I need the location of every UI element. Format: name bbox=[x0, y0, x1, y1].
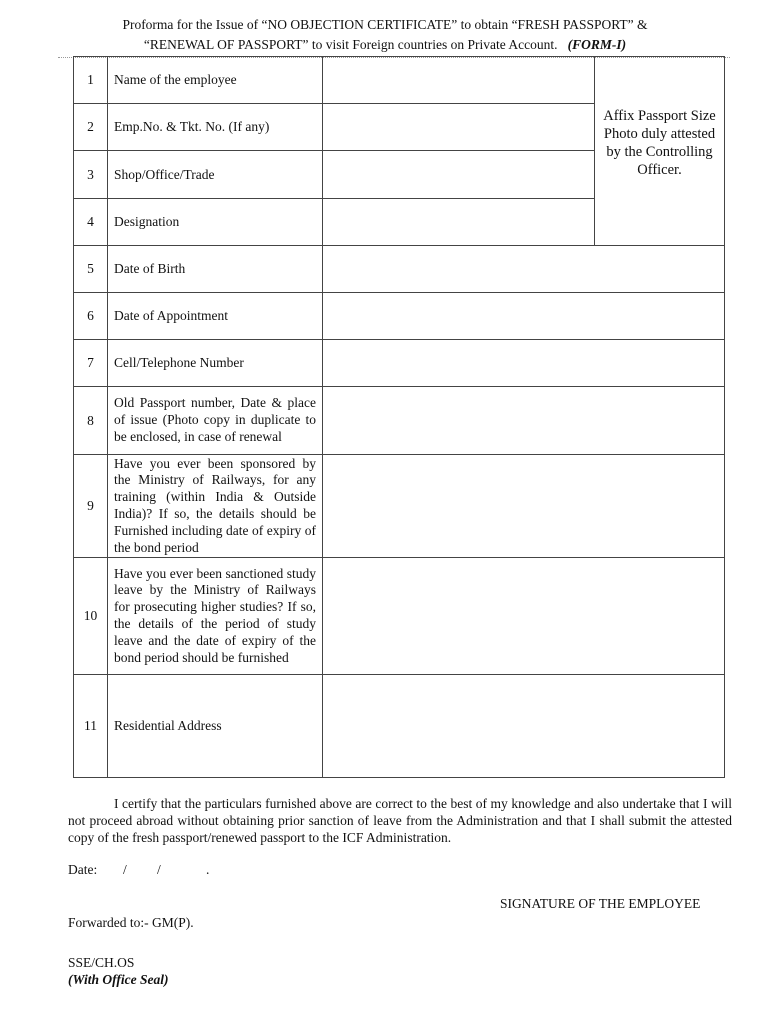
row-number: 8 bbox=[74, 387, 108, 455]
employee-signature-label: SIGNATURE OF THE EMPLOYEE bbox=[500, 896, 701, 911]
row-number: 4 bbox=[74, 199, 108, 246]
row-value-field[interactable] bbox=[323, 340, 725, 387]
row-number: 3 bbox=[74, 151, 108, 199]
passport-photo-box[interactable] bbox=[594, 56, 725, 246]
form-title-line-2 bbox=[60, 35, 710, 55]
row-number: 5 bbox=[74, 246, 108, 293]
row-number: 7 bbox=[74, 340, 108, 387]
row-value-field[interactable] bbox=[323, 151, 595, 199]
form-title-line-2-text: “RENEWAL OF PASSPORT” to visit Foreign countries on Private Account. bbox=[143, 37, 558, 52]
row-label: Old Passport number, Date & place of issue (Photo copy in duplicate to be enclosed, in case of renewal bbox=[108, 387, 323, 455]
row-value-field[interactable] bbox=[323, 387, 725, 455]
row-value-field[interactable] bbox=[323, 293, 725, 340]
date-end-dot: . bbox=[206, 862, 210, 877]
date-field[interactable] bbox=[68, 862, 210, 878]
row-number: 2 bbox=[74, 104, 108, 151]
form-title-line-1: Proforma for the Issue of “NO OBJECTION CERTIFICATE” to obtain “FRESH PASSPORT” & bbox=[122, 17, 648, 32]
row-number: 10 bbox=[74, 558, 108, 675]
form-title bbox=[60, 15, 710, 55]
row-label: Have you ever been sanctioned study leave by the Ministry of Railways for prosecuting higher studies? If so, the details of the period of study leave and the date of expiry of the bond period should be furnished bbox=[108, 558, 323, 675]
row-value-field[interactable] bbox=[323, 246, 725, 293]
sse-signatory: SSE/CH.OS bbox=[68, 955, 135, 970]
row-label: Name of the employee bbox=[108, 57, 323, 104]
row-label: Shop/Office/Trade bbox=[108, 151, 323, 199]
row-value-field[interactable] bbox=[323, 57, 595, 104]
row-value-field[interactable] bbox=[323, 675, 725, 778]
row-label: Cell/Telephone Number bbox=[108, 340, 323, 387]
row-value-field[interactable] bbox=[323, 455, 725, 558]
date-separator-2: / bbox=[157, 862, 161, 877]
office-seal-note: (With Office Seal) bbox=[68, 972, 169, 987]
row-label: Date of Appointment bbox=[108, 293, 323, 340]
row-label: Emp.No. & Tkt. No. (If any) bbox=[108, 104, 323, 151]
row-value-field[interactable] bbox=[323, 104, 595, 151]
row-label: Date of Birth bbox=[108, 246, 323, 293]
photo-instruction: Affix Passport Size Photo duly attested by the Controlling Officer. bbox=[603, 108, 716, 178]
row-value-field[interactable] bbox=[323, 558, 725, 675]
forwarded-to-line: Forwarded to:- GM(P). bbox=[68, 915, 194, 930]
certification-statement: I certify that the particulars furnished above are correct to the best of my knowledge and also undertake that I will not proceed abroad without obtaining prior sanction of leave from the Administration and that I shall submit the attested copy of the fresh passport/renewed passport to the ICF Administration. bbox=[68, 796, 732, 845]
form-number-tag: (FORM-I) bbox=[567, 37, 627, 52]
row-number: 9 bbox=[74, 455, 108, 558]
row-number: 11 bbox=[74, 675, 108, 778]
row-number: 6 bbox=[74, 293, 108, 340]
date-separator-1: / bbox=[123, 862, 127, 877]
date-label: Date: bbox=[68, 862, 98, 877]
row-label: Have you ever been sponsored by the Ministry of Railways, for any training (within India & Outside India)? If so, the details should be Furnished including date of expiry of the bond period bbox=[108, 455, 323, 558]
row-label: Residential Address bbox=[108, 675, 323, 778]
row-number: 1 bbox=[74, 57, 108, 104]
row-label: Designation bbox=[108, 199, 323, 246]
row-value-field[interactable] bbox=[323, 199, 595, 246]
